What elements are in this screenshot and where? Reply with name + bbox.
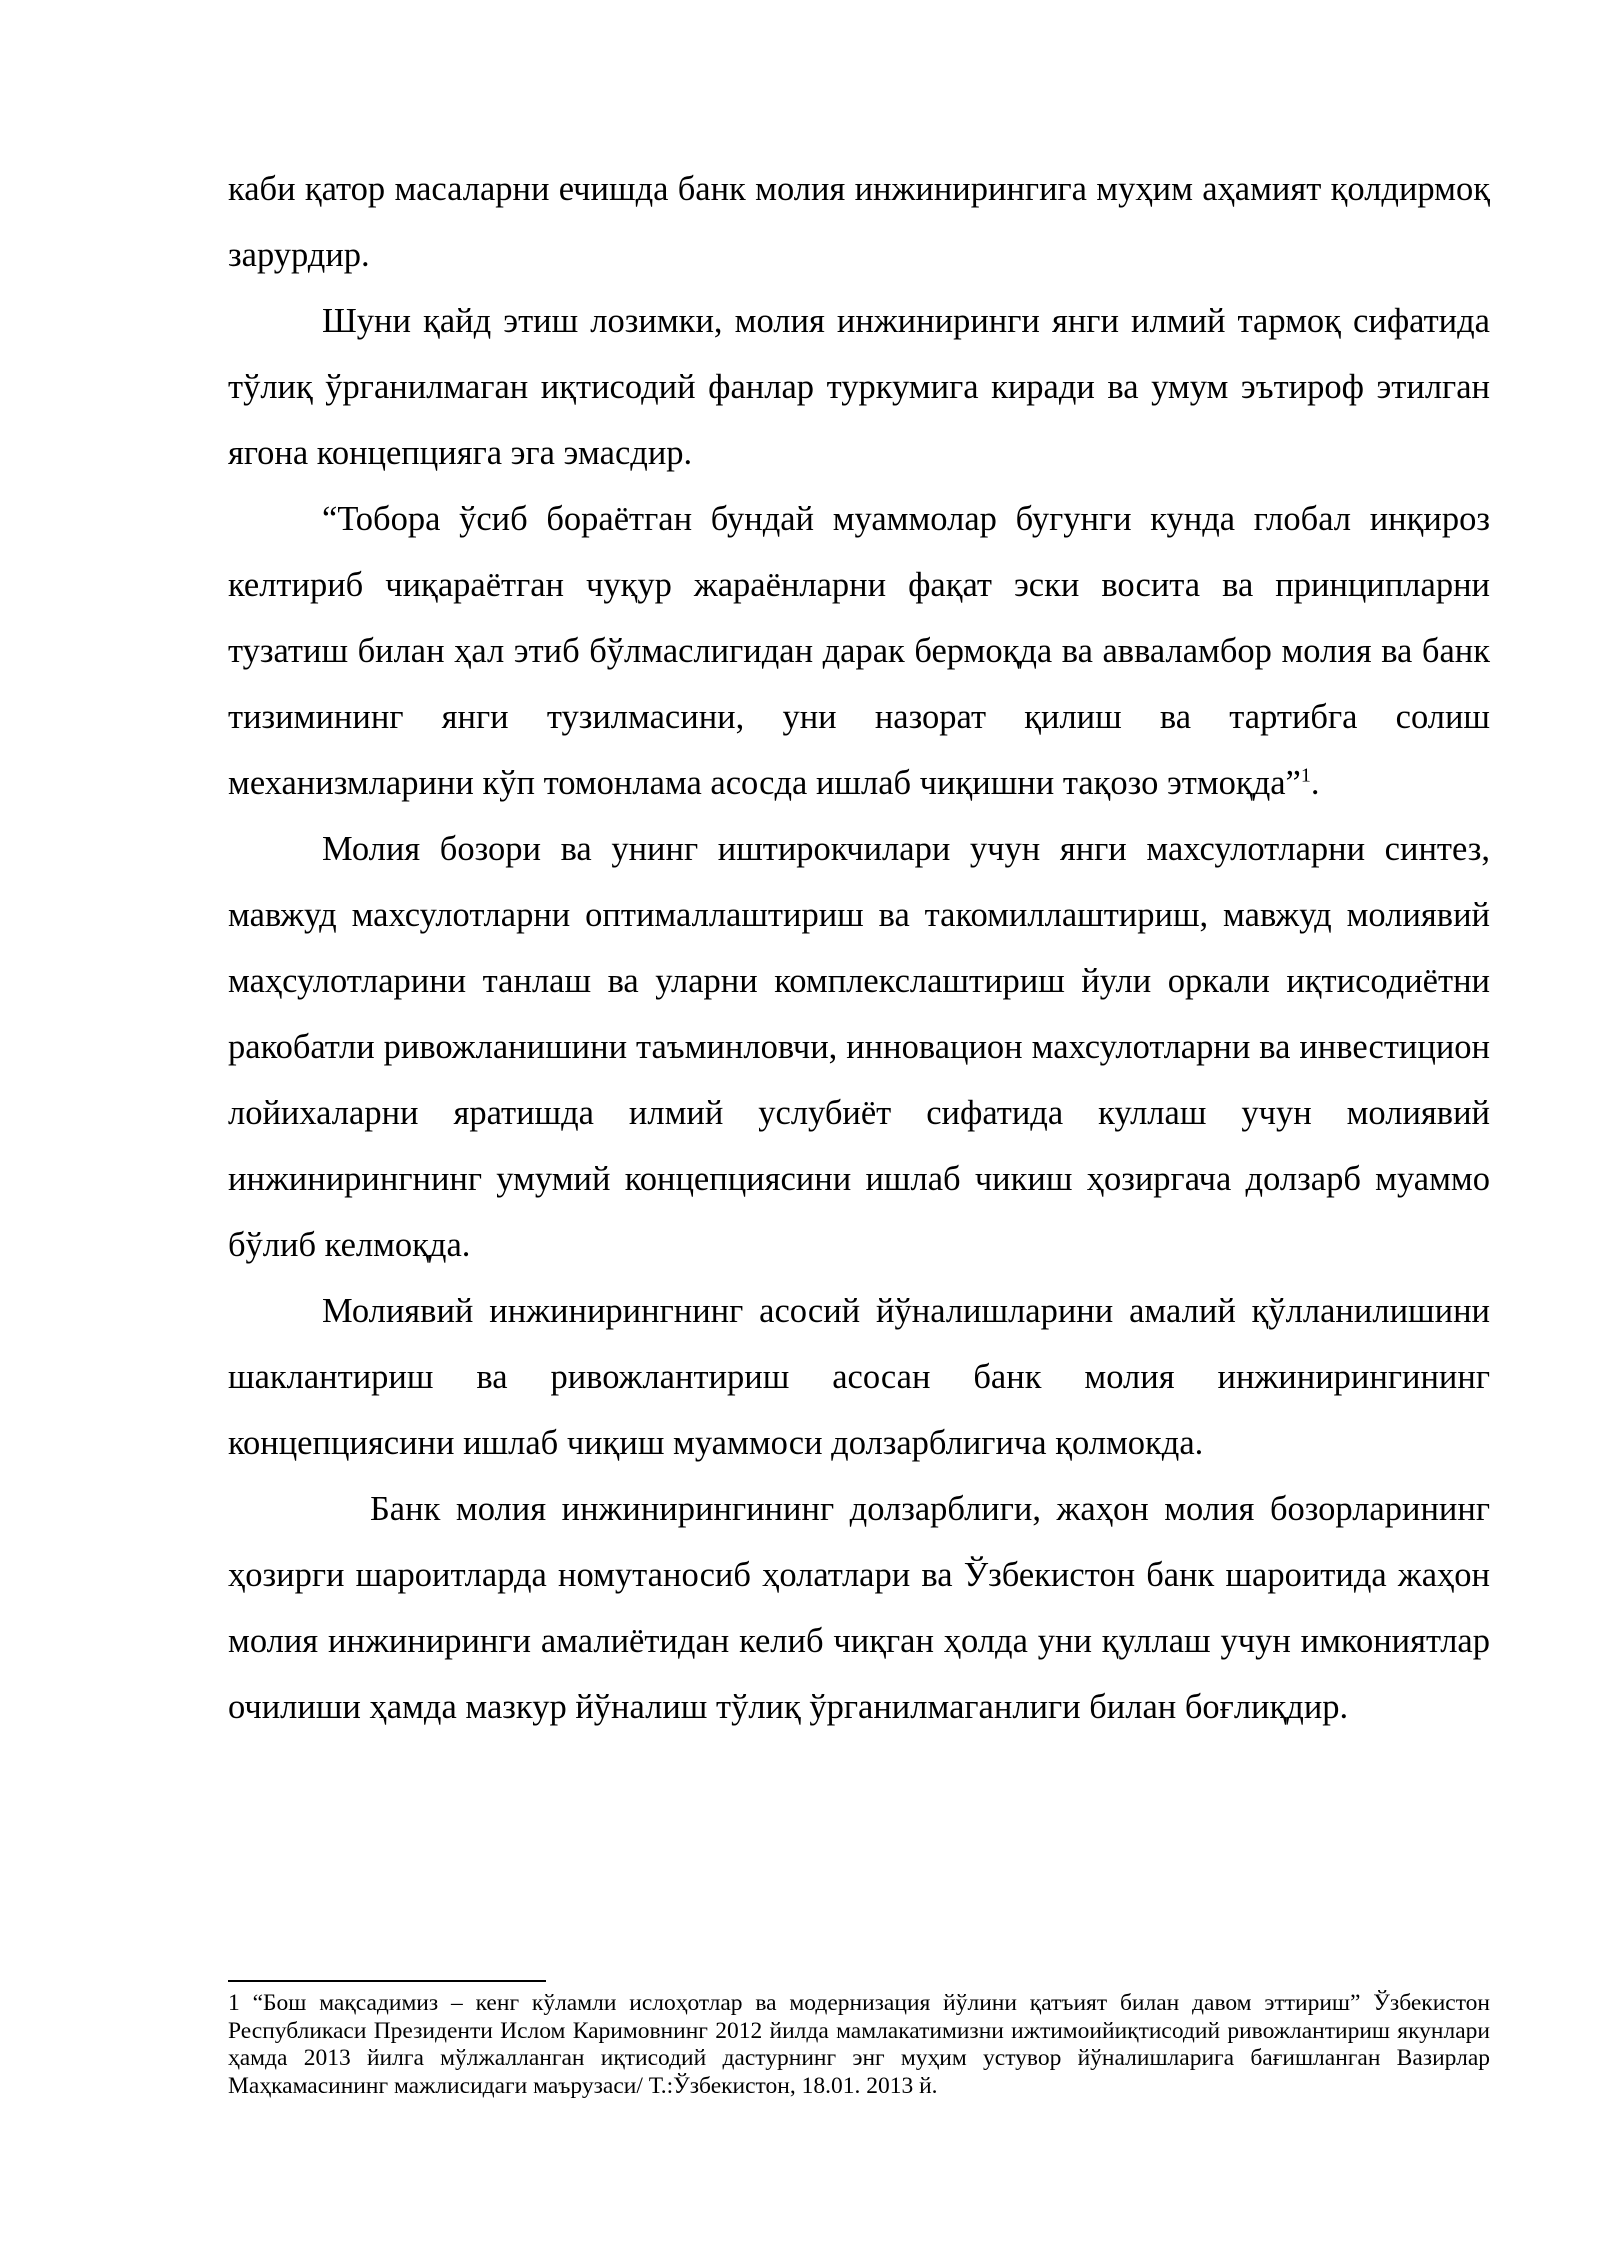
footnote-reference[interactable]: 1 — [1300, 764, 1311, 787]
paragraph-6: Банк молия инжинирингининг долзарблиги, жаҳон молия бозорларининг ҳозирги шароитларда номутаносиб ҳолатлари ва Ўзбекистон банк шароитида жаҳон молия инжиниринги амалиётидан келиб чиқган ҳолда уни қуллаш учун имкониятлар очилиши ҳамда мазкур йўналиш тўлиқ ўрганилмаганлиги билан боғлиқдир. — [228, 1490, 1490, 1726]
paragraph-5: Молиявий инжинирингнинг асосий йўналишларини амалий қўлланилишини шаклантириш ва ривожлантириш асосан банк молия инжинирингининг концепциясини ишлаб чиқиш муаммоси долзарблигича қолмокда. — [228, 1292, 1490, 1462]
quote-text: “Тобора ўсиб бораётган бундай муаммолар бугунги кунда глобал инқироз келтириб чиқараётган чуқур жараёнларни фақат эски восита ва принципларни тузатиш билан ҳал этиб бўлмаслигидан дарак бермоқда ва авваламбор молия ва банк тизимининг янги тузилмасини, уни назорат қилиш ва тартибга солиш механизмларини кўп томонлама асосда ишлаб чиқишни тақозо этмоқда” — [228, 500, 1490, 802]
paragraph-3-quote — [228, 486, 1490, 816]
paragraph-4: Молия бозори ва унинг иштирокчилари учун янги махсулотларни синтез, мавжуд махсулотларни оптималлаштириш ва такомиллаштириш, мавжуд молиявий маҳсулотларини танлаш ва уларни комплекслаштириш йули оркали иқтисодиётни ракобатли ривожланишини таъминловчи, инновацион махсулотларни ва инвестицион лойихаларни яратишда илмий услубиёт сифатида куллаш учун молиявий инжинирингнинг умумий концепциясини ишлаб чикиш ҳозиргача долзарб муаммо бўлиб келмоқда. — [228, 830, 1490, 1264]
quote-end-punctuation: . — [1310, 764, 1320, 802]
body-text — [228, 156, 1490, 1740]
paragraph-2: Шуни қайд этиш лозимки, молия инжиниринги янги илмий тармоқ сифатида тўлиқ ўрганилмаган иқтисодий фанлар туркумига киради ва умум эътироф этилган ягона концепцияга эга эмасдир. — [228, 302, 1490, 472]
paragraph-1: каби қатор масаларни ечишда банк молия инжинирингига муҳим аҳамият қолдирмоқ зарурдир. — [228, 170, 1490, 274]
footnote-text: 1 “Бош мақсадимиз – кенг кўламли ислоҳотлар ва модернизация йўлини қатъият билан давом эттириш” Ўзбекистон Республикаси Президенти Ислом Каримовнинг 2012 йилда мамлакатимизни ижтимоийиқтисодий ривожлантириш якунлари ҳамда 2013 йилга мўлжалланган иқтисодий дастурнинг энг муҳим устувор йўналишларига бағишланган Вазирлар Маҳкамасининг мажлисидаги маърузаси/ Т.:Ўзбекистон, 18.01. 2013 й. — [228, 1990, 1490, 2099]
footnote-separator — [228, 1980, 546, 1982]
